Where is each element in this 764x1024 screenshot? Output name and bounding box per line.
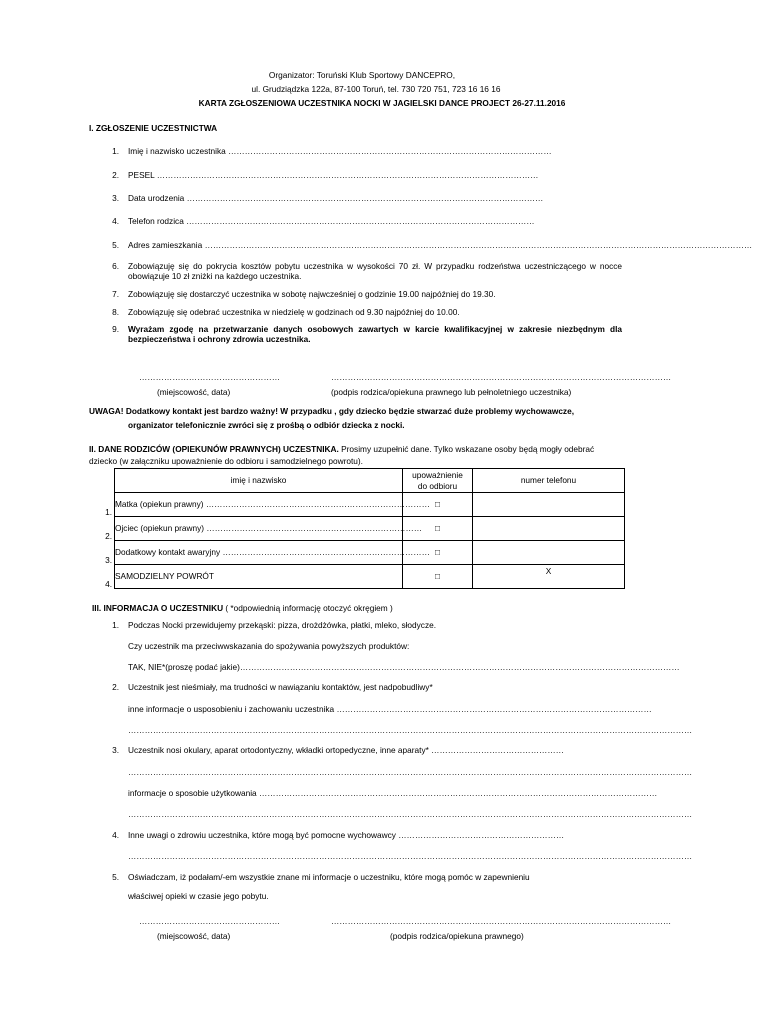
- authorization-checkbox[interactable]: □: [403, 517, 473, 541]
- item-number: 4.: [112, 830, 119, 840]
- warning-line-2: organizator telefonicznie zwróci się z prośbą o odbiór dziecka z nocki.: [128, 420, 405, 430]
- row-dots: …………………………………………………………………: [222, 546, 430, 557]
- field-dots: ……………………………………………………………………………………………………: [336, 704, 652, 714]
- snacks-info: Podczas Nocki przewidujemy przekąski: pizza, drożdżówka, płatki, mleko, słodycze.: [128, 620, 437, 630]
- table-row: [115, 517, 625, 541]
- item-number: 1.: [112, 620, 119, 630]
- signature-label: (podpis rodzica/opiekuna prawnego lub pełnoletniego uczestnika): [331, 387, 572, 397]
- parents-table: [114, 468, 625, 589]
- warning-line-1: UWAGA! Dodatkowy kontakt jest bardzo ważny! W przypadku , gdy dziecko będzie stwarzać duże problemy wychowawcze,: [89, 406, 575, 416]
- section3-instruction: ( *odpowiednią informację otoczyć okręgiem ): [223, 603, 393, 613]
- field-label: informacje o sposobie użytkowania: [128, 788, 259, 798]
- item-number: 2.: [112, 682, 119, 692]
- cost-clause: Zobowiązuję się do pokrycia kosztów pobytu uczestnika w wysokości 70 zł. W przypadku rodzeństwa uczestniczącego w nocce obowiązuje 10 zł zniżki na każdego uczestnika.: [128, 261, 622, 281]
- form-title: KARTA ZGŁOSZENIOWA UCZESTNIKA NOCKI W JAGIELSKI DANCE PROJECT 26-27.11.2016: [198, 98, 566, 108]
- row-dots: ……………………………………………………………………: [206, 522, 423, 533]
- col-header-auth-1: upoważnienie: [412, 470, 463, 481]
- row-name: Dodatkowy kontakt awaryjny: [115, 546, 223, 557]
- field-label: Imię i nazwisko uczestnika: [128, 146, 229, 156]
- field-dots: ………………………………………………………………………………………………………………: [186, 216, 535, 226]
- authorization-checkbox[interactable]: □: [403, 541, 473, 565]
- signature-dots[interactable]: ……………………………………………………………………………………………………………: [331, 372, 672, 382]
- item-number: 8.: [112, 307, 119, 317]
- usage-info-field[interactable]: [128, 788, 658, 799]
- section1-heading: I. ZGŁOSZENIE UCZESTNICTWA: [89, 123, 218, 133]
- col-header-name: imię i nazwisko: [115, 469, 403, 493]
- consent-clause: Wyrażam zgodę na przetwarzanie danych osobowych zawartych w karcie kwalifikacyjnej w zakresie niezbędnym dla bezpieczeństwa i ochrony zdrowia uczestnika.: [128, 324, 622, 344]
- health-notes-line-2[interactable]: ……………………………………………………………………………………………………………………………………………………………………………………: [128, 851, 693, 861]
- field-dots[interactable]: …………………………………………: [431, 745, 564, 755]
- devices-question: [128, 746, 580, 756]
- contraindications-field[interactable]: [128, 662, 680, 673]
- place-date-label: (miejscowość, data): [157, 387, 231, 397]
- item-number: 5.: [112, 240, 119, 250]
- row-name: SAMODZIELNY POWRÓT: [115, 570, 214, 581]
- phone-cell[interactable]: [473, 541, 625, 565]
- row-number: 4.: [105, 579, 112, 589]
- field-label: Telefon rodzica: [128, 216, 187, 226]
- table-row: [115, 541, 625, 565]
- section2-title: II. DANE RODZICÓW (OPIEKUNÓW PRAWNYCH) UCZESTNIKA.: [89, 444, 339, 454]
- signature-place-dots[interactable]: ……………………………………………: [139, 372, 281, 382]
- field-dots: ………………………………………………………………………………………………………: [228, 146, 552, 156]
- temperament-question: Uczestnik jest nieśmiały, ma trudności w nawiązaniu kontaktów, jest nadpobudliwy*: [128, 682, 433, 692]
- field-dots: …………………………………………………………………………………………………………………………: [156, 170, 539, 180]
- section2-heading-line2: dziecko (w załączniku upoważnienie do odbioru i samodzielnego powrotu).: [89, 456, 363, 466]
- address-line: ul. Grudziądzka 122a, 87-100 Toruń, tel. 730 720 751, 723 16 16 16: [251, 84, 501, 94]
- section3-title: III. INFORMACJA O UCZESTNIKU: [92, 603, 224, 613]
- item-number: 4.: [112, 216, 119, 226]
- item-number: 3.: [112, 193, 119, 203]
- declaration: Oświadczam, iż podałam/-em wszystkie znane mi informacje o uczestniku, które mogą pomóc w zapewnieniu: [128, 872, 530, 882]
- health-notes-label: Inne uwagi o zdrowiu uczestnika, które mogą być pomocne wychowawcy: [128, 830, 399, 840]
- row-dots: ………………………………………………………………………: [205, 498, 430, 509]
- field-label: TAK, NIE*(proszę podać jakie): [128, 662, 240, 672]
- organizer-line: Organizator: Toruński Klub Sportowy DANCEPRO,: [268, 70, 456, 80]
- item-number: 3.: [112, 745, 119, 755]
- health-notes-field: [128, 831, 576, 841]
- field-dots: ………………………………………………………………………………………………………………………………………………………………………………: [204, 240, 753, 250]
- phone-cell[interactable]: [473, 517, 625, 541]
- row-number: 1.: [105, 507, 112, 517]
- row-name: Ojciec (opiekun prawny): [115, 522, 207, 533]
- authorization-checkbox[interactable]: □: [403, 565, 473, 589]
- item-number: 5.: [112, 872, 119, 882]
- item-number: 1.: [112, 146, 119, 156]
- item-number: 7.: [112, 289, 119, 299]
- signature-dots[interactable]: ……………………………………………………………………………………………………………: [331, 916, 672, 926]
- cell-name[interactable]: [115, 493, 430, 517]
- table-row: [115, 493, 625, 517]
- field-label: Data urodzenia: [128, 193, 187, 203]
- col-header-authorization: [403, 469, 473, 493]
- field-dots: ……………………………………………………………………………………………………………………………………………: [239, 662, 680, 672]
- field-label: PESEL: [128, 170, 157, 180]
- col-header-auth-2: do odbioru: [417, 480, 458, 491]
- field-label: inne informacje o usposobieniu i zachowaniu uczestnika: [128, 704, 337, 714]
- cell-name[interactable]: [115, 565, 403, 589]
- pickup-clause: Zobowiązuję się odebrać uczestnika w niedzielę w godzinach od 9.30 najpóźniej do 10.00.: [128, 307, 460, 317]
- phone-cell[interactable]: X: [473, 565, 625, 589]
- field-dots: ………………………………………………………………………………………………………………………………: [258, 788, 658, 798]
- phone-cell[interactable]: [473, 493, 625, 517]
- row-number: 3.: [105, 555, 112, 565]
- item-number: 6.: [112, 261, 119, 271]
- cell-name[interactable]: [115, 517, 423, 541]
- behavior-info-field[interactable]: [128, 704, 652, 715]
- signature-place-dots[interactable]: ……………………………………………: [139, 916, 281, 926]
- row-name: Matka (opiekun prawny): [115, 498, 206, 509]
- field-dots[interactable]: ……………………………………………………: [398, 830, 565, 840]
- table-row: [115, 565, 625, 589]
- authorization-checkbox[interactable]: □: [403, 493, 473, 517]
- dropoff-clause: Zobowiązuję się dostarczyć uczestnika w sobotę najwcześniej o godzinie 19.00 najpóźniej do 19.30.: [128, 289, 496, 299]
- row-number: 2.: [105, 531, 112, 541]
- col-header-phone: numer telefonu: [473, 469, 625, 493]
- behavior-info-line-2[interactable]: ……………………………………………………………………………………………………………………………………………………………………………………: [128, 725, 693, 735]
- item-number: 9.: [112, 324, 119, 334]
- devices-label: Uczestnik nosi okulary, aparat ortodontyczny, wkładki ortopedyczne, inne aparaty*: [128, 745, 432, 755]
- cell-name[interactable]: [115, 541, 430, 565]
- field-dots: …………………………………………………………………………………………………………………: [186, 193, 544, 203]
- usage-info-line-2[interactable]: ……………………………………………………………………………………………………………………………………………………………………………………: [128, 809, 693, 819]
- declaration-line-2: właściwej opieki w czasie jego pobytu.: [128, 891, 269, 901]
- item-number: 2.: [112, 170, 119, 180]
- section2-heading: [89, 445, 594, 455]
- section3-heading: [92, 604, 393, 614]
- devices-line-2[interactable]: ……………………………………………………………………………………………………………………………………………………………………………………: [128, 767, 693, 777]
- contraindications-question: Czy uczestnik ma przeciwwskazania do spożywania powyższych produktów:: [128, 641, 410, 651]
- field-label: Adres zamieszkania: [128, 240, 205, 250]
- signature-label: (podpis rodzica/opiekuna prawnego): [390, 931, 524, 941]
- section2-instruction: Prosimy uzupełnić dane. Tylko wskazane osoby będą mogły odebrać: [338, 444, 595, 454]
- place-date-label: (miejscowość, data): [157, 931, 231, 941]
